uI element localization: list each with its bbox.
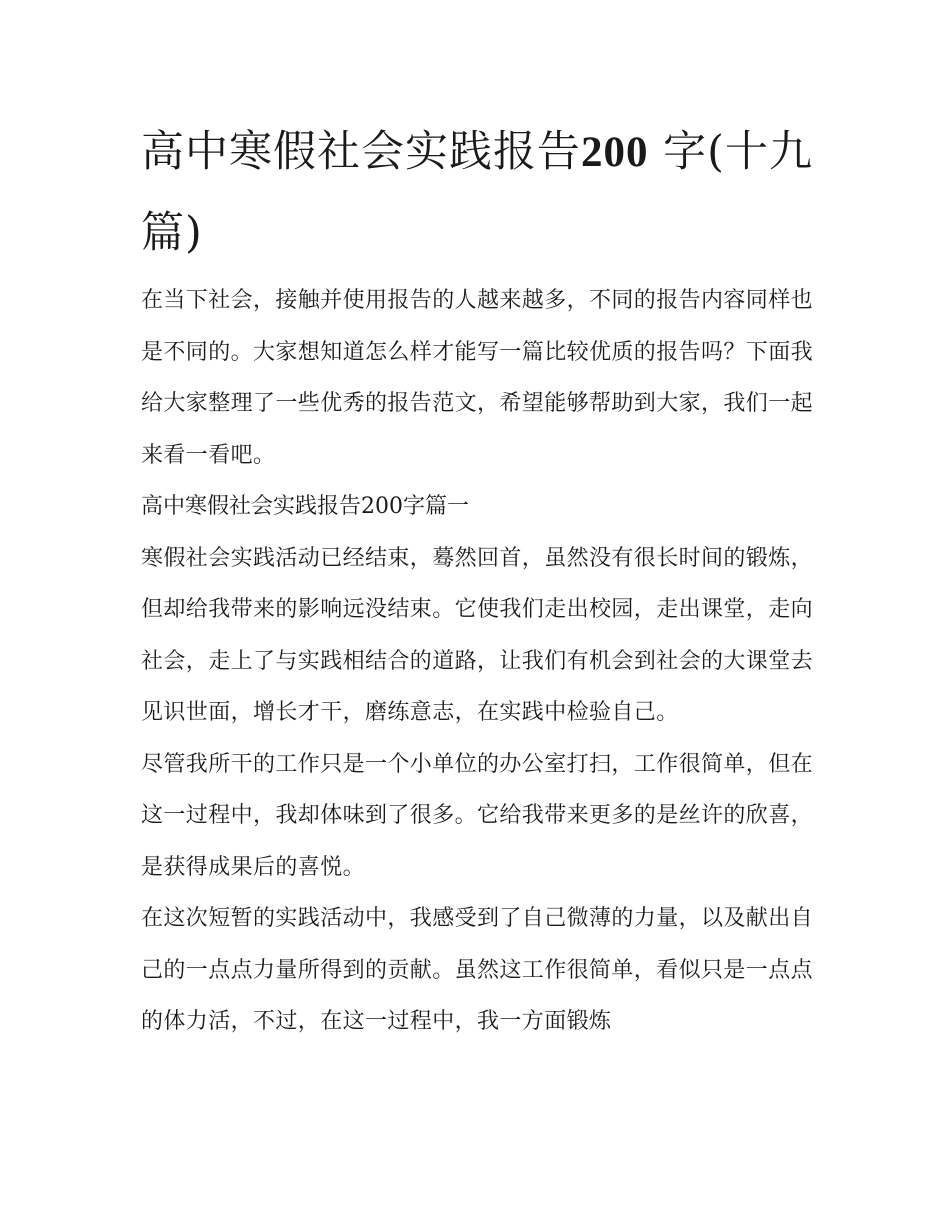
document-body bbox=[141, 112, 813, 1048]
section-heading: 高中寒假社会实践报告200字篇一 bbox=[141, 494, 469, 519]
document-title bbox=[141, 112, 813, 273]
title-text-part2: 字(十九篇) bbox=[141, 127, 813, 258]
body-paragraph-2: 尽管我所干的工作只是一个小单位的办公室打扫，工作很简单，但在这一过程中，我却体味到了很多。它给我带来更多的是丝许的欣喜，是获得成果后的喜悦。 bbox=[141, 751, 814, 880]
body-paragraph-1: 寒假社会实践活动已经结束，蓦然回首，虽然没有很长时间的锻炼，但却给我带来的影响远没结束。它使我们走出校园，走出课堂，走向社会，走上了与实践相结合的道路，让我们有机会到社会的大课堂去见识世面，增长才干，磨练意志，在实践中检验自己。 bbox=[141, 545, 814, 725]
body-paragraph-3: 在这次短暂的实践活动中，我感受到了自己微薄的力量，以及献出自己的一点点力量所得到的贡献。虽然这工作很简单，看似只是一点点的体力活，不过，在这一过程中，我一方面锻炼 bbox=[141, 906, 814, 1034]
intro-paragraph: 在当下社会，接触并使用报告的人越来越多，不同的报告内容同样也是不同的。大家想知道怎么样才能写一篇比较优质的报告吗？下面我给大家整理了一些优秀的报告范文，希望能够帮助到大家，我们一起来看一看吧。 bbox=[141, 288, 814, 468]
title-text-part1: 高中寒假社会实践报告 bbox=[141, 127, 581, 177]
title-number: 200 bbox=[581, 129, 649, 176]
